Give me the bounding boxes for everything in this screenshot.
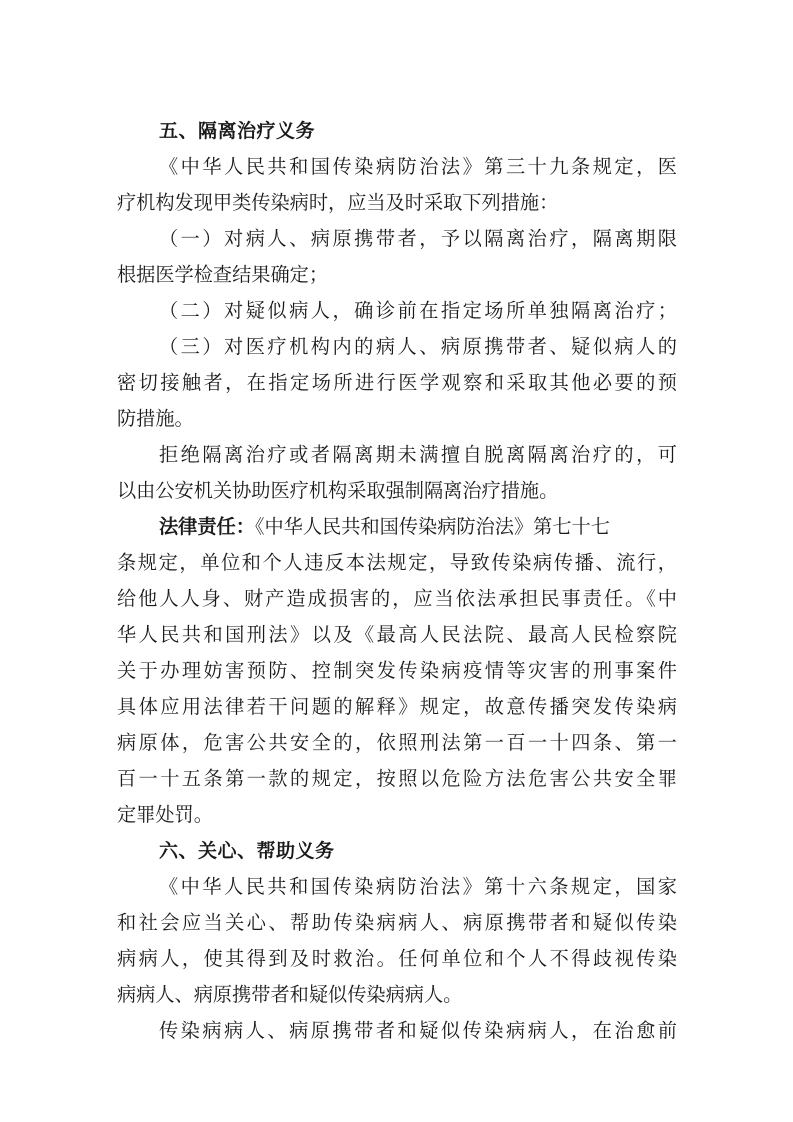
paragraph-line: 疗机构发现甲类传染病时，应当及时采取下列措施： [117, 191, 559, 214]
section-heading-care: 六、关心、帮助义务 [159, 840, 335, 862]
paragraph-line: 《中华人民共和国传染病防治法》第十六条规定，国家 [159, 875, 677, 898]
paragraph-line: 《中华人民共和国传染病防治法》第三十九条规定，医 [159, 155, 677, 178]
paragraph-line: 和社会应当关心、帮助传染病病人、病原携带者和疑似传染 [117, 911, 677, 934]
paragraph-line: 华人民共和国刑法》以及《最高人民法院、最高人民检察院 [117, 623, 677, 646]
paragraph-line: 病原体，危害公共安全的，依照刑法第一百一十四条、第一 [117, 731, 677, 754]
paragraph-line: 密切接触者，在指定场所进行医学观察和采取其他必要的预 [117, 371, 677, 394]
paragraph-line: 防措施。 [117, 407, 194, 430]
paragraph-line: 病病人，使其得到及时救治。任何单位和个人不得歧视传染 [117, 947, 677, 970]
paragraph-line: 具体应用法律若干问题的解释》规定，故意传播突发传染病 [117, 695, 677, 718]
paragraph-line: 法律责任：《中华人民共和国传染病防治法》第七十七 [159, 515, 610, 538]
paragraph-line: 病病人、病原携带者和疑似传染病病人。 [117, 983, 463, 1006]
paragraph-line: （三）对医疗机构内的病人、病原携带者、疑似病人的 [159, 335, 677, 358]
paragraph-line: 传染病病人、病原携带者和疑似传染病病人，在治愈前 [159, 1019, 677, 1042]
paragraph-line: 条规定，单位和个人违反本法规定，导致传染病传播、流行， [117, 551, 677, 574]
section-heading-isolation: 五、隔离治疗义务 [159, 120, 316, 142]
document-page [117, 113, 677, 1049]
paragraph-line: 拒绝隔离治疗或者隔离期未满擅自脱离隔离治疗的，可 [159, 443, 677, 466]
paragraph-line: 给他人人身、财产造成损害的，应当依法承担民事责任。《中 [117, 587, 677, 610]
paragraph-line: 关于办理妨害预防、控制突发传染病疫情等灾害的刑事案件 [117, 659, 677, 682]
paragraph-line: 以由公安机关协助医疗机构采取强制隔离治疗措施。 [117, 479, 559, 502]
paragraph-line: 百一十五条第一款的规定，按照以危险方法危害公共安全罪 [117, 767, 677, 790]
paragraph-line: （一）对病人、病原携带者，予以隔离治疗，隔离期限 [159, 227, 677, 250]
paragraph-line: （二）对疑似病人，确诊前在指定场所单独隔离治疗； [159, 299, 677, 322]
paragraph-line: 定罪处罚。 [117, 803, 213, 826]
paragraph-line: 根据医学检查结果确定； [117, 263, 329, 286]
legal-liability-label: 法律责任： [159, 515, 255, 538]
